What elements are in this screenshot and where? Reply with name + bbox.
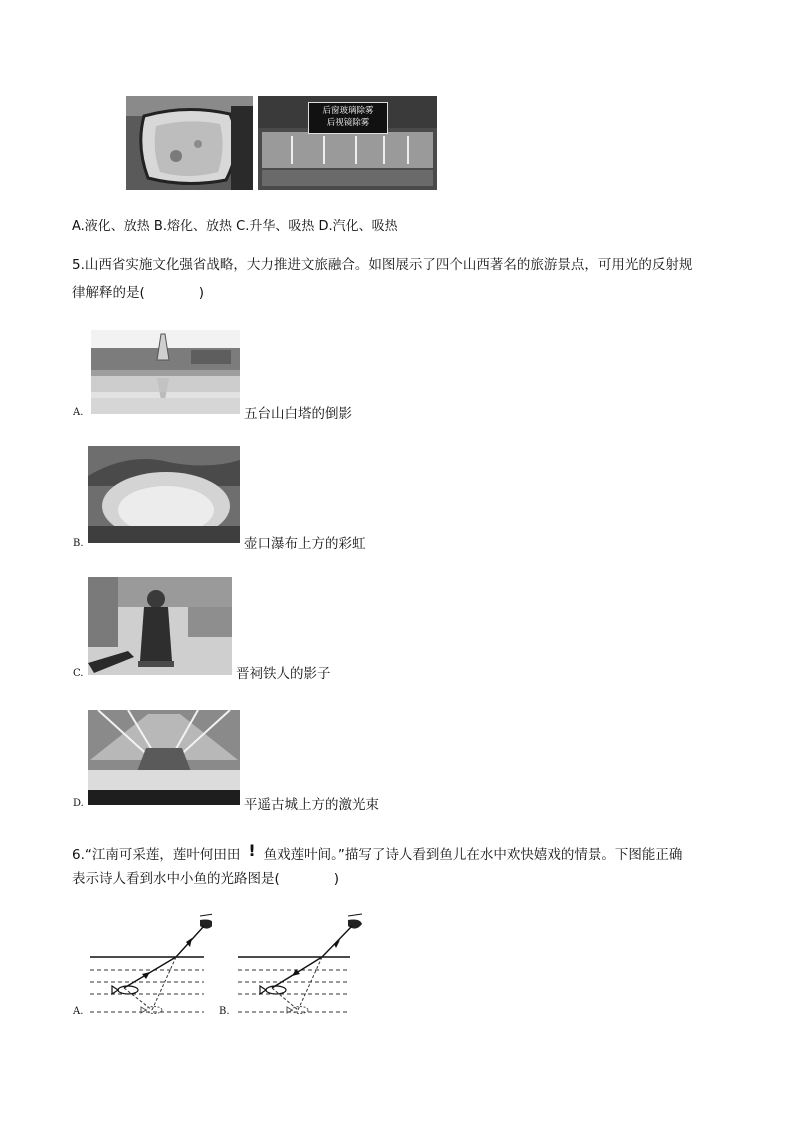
q6-diagram-a: [88, 912, 212, 1020]
defog-sign-line1: 后窗玻璃除雾: [322, 106, 374, 116]
q5-option-b-letter: B.: [73, 538, 84, 549]
q6-stem-line1-part2: 鱼戏莲叶间。”描写了诗人看到鱼儿在水中欢快嬉戏的情景。下图能正确: [263, 847, 683, 863]
q5-option-d-caption: 平遥古城上方的激光束: [244, 797, 379, 813]
eye-icon: [200, 914, 212, 929]
defog-sign: [308, 102, 388, 134]
pingyao-laser-beams-photo: [88, 710, 240, 805]
q6-stem-exclaim: !: [248, 841, 256, 860]
car-mirror-fog-photo: [126, 96, 253, 190]
q5-option-a-letter: A.: [73, 407, 84, 418]
hukou-waterfall-rainbow-photo: [88, 446, 240, 543]
rear-window-defog-photo: [258, 96, 437, 190]
q6-stem-line1: [72, 840, 682, 866]
q6-diagram-a-letter: A.: [73, 1006, 84, 1017]
q6-stem-line2: 表示诗人看到水中小鱼的光路图是( ): [72, 871, 340, 887]
eye-icon: [348, 914, 362, 929]
q5-option-d-letter: D.: [73, 798, 84, 809]
q5-stem-line2: 律解释的是( ): [72, 285, 205, 301]
q6-stem-line1-part1: 6.“江南可采莲，莲叶何田田: [72, 847, 241, 863]
q6-diagram-b-letter: B.: [219, 1006, 230, 1017]
white-pagoda-reflection-photo: [91, 330, 240, 414]
q4-options: A.液化、放热 B.熔化、放热 C.升华、吸热 D.汽化、吸热: [72, 219, 398, 234]
q5-stem-line1: 5.山西省实施文化强省战略，大力推进文旅融合。如图展示了四个山西著名的旅游景点，可用光的反射规: [72, 257, 693, 273]
jinci-iron-man-shadow-photo: [88, 577, 232, 675]
q5-option-b-caption: 壶口瀑布上方的彩虹: [244, 536, 366, 552]
q5-option-c-letter: C.: [73, 668, 84, 679]
q5-option-c-caption: 晋祠铁人的影子: [236, 666, 331, 682]
defog-sign-line2: 后视镜除雾: [326, 118, 370, 128]
q5-option-a-caption: 五台山白塔的倒影: [244, 406, 352, 422]
q6-diagram-b: [236, 912, 364, 1020]
